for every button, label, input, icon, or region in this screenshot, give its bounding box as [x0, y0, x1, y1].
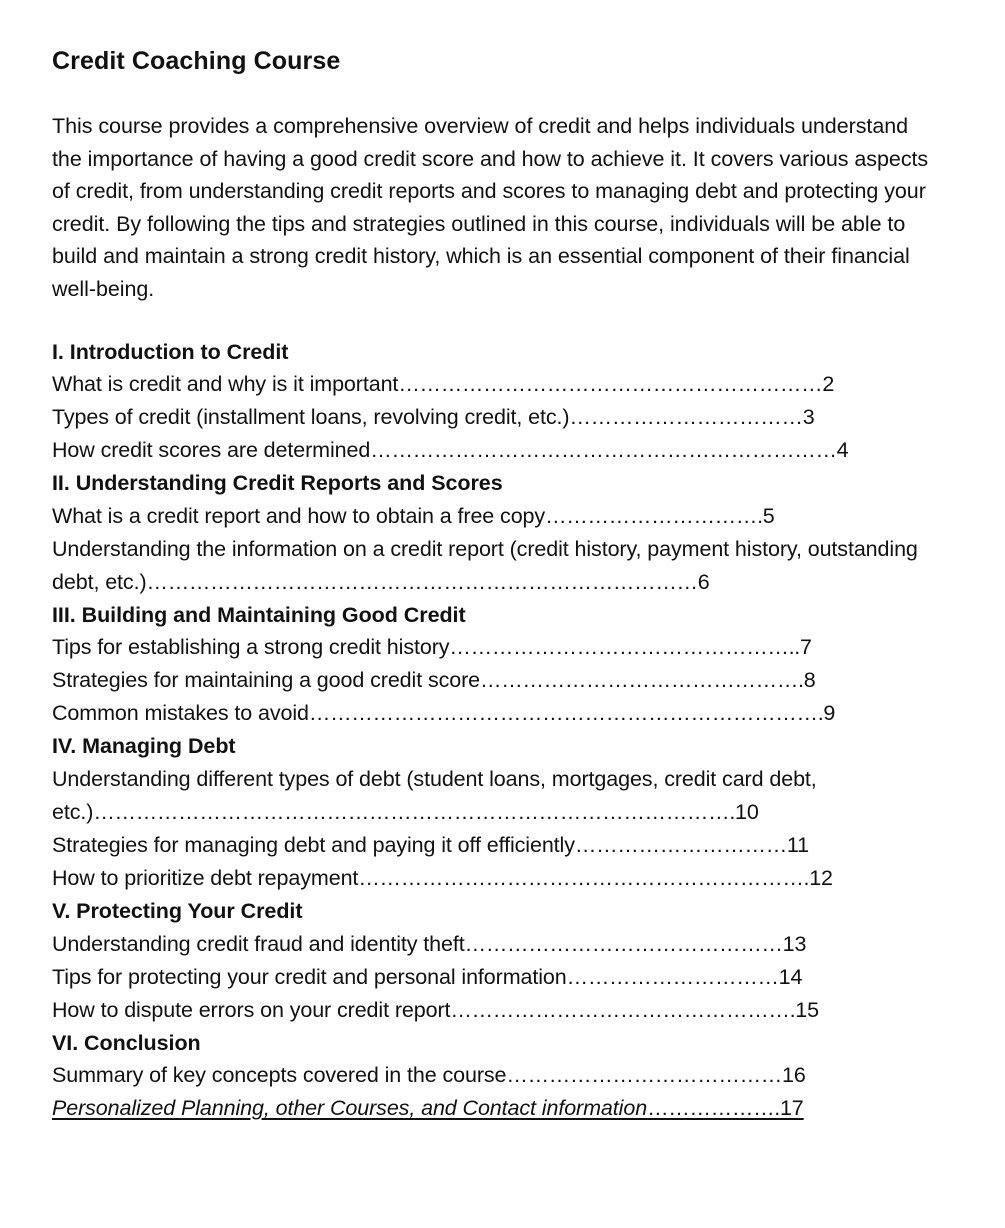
toc-leader-dots: ………………………………………………………. [358, 865, 810, 890]
toc-section [52, 467, 943, 599]
toc-entry-label: How to prioritize debt repayment [52, 865, 359, 890]
toc-page-number: 8 [803, 668, 816, 693]
toc-leader-dots: ………………………… [566, 964, 779, 989]
toc-entry-label: Personalized Planning, other Courses, and Contact information [52, 1096, 648, 1121]
toc-leader-dots: …………………………… [569, 405, 803, 430]
toc-section-heading: IV. Managing Debt [52, 734, 236, 759]
toc-page-number: 13 [782, 931, 807, 956]
toc-page-number: 15 [795, 997, 819, 1022]
toc-section [52, 730, 943, 895]
toc-leader-dots: ………………. [647, 1096, 780, 1121]
toc-entry-label: How credit scores are determined [52, 438, 371, 463]
toc-leader-dots: ………………………………………………………………. [308, 701, 824, 726]
toc-leader-dots: …………………………………………………………………… [146, 569, 698, 594]
toc-entry-label: Types of credit (installment loans, revolving credit, etc.) [52, 405, 570, 430]
intro-paragraph: This course provides a comprehensive overview of credit and helps individuals understand the importance of having a good credit score and how to achieve it. It covers various aspects of credit, from understanding credit reports and scores to managing debt and protecting your credit. By following the tips and strategies outlined in this course, individuals will be able to build and maintain a strong credit history, which is an essential component of their financial well-being. [52, 114, 929, 301]
toc-leader-dots: …………………………………………. [450, 997, 796, 1022]
toc-page-number: 2 [822, 372, 835, 397]
toc-entry-label: What is credit and why is it important [52, 372, 399, 397]
toc-entry[interactable] [52, 368, 943, 401]
toc-page-number: 3 [802, 405, 815, 430]
toc-leader-dots: ………………………………… [506, 1063, 782, 1088]
toc-entry[interactable] [52, 697, 943, 730]
toc-entry[interactable] [52, 434, 943, 467]
toc-section [52, 1027, 943, 1126]
toc-section-heading: I. Introduction to Credit [52, 339, 289, 364]
toc-page-number: 10 [735, 799, 759, 824]
toc-page-number: 6 [697, 569, 710, 594]
toc-entry-label: What is a credit report and how to obtain a free copy [52, 503, 546, 528]
toc-entry-label: Understanding credit fraud and identity theft [52, 931, 465, 956]
toc-section-heading: V. Protecting Your Credit [52, 898, 303, 923]
toc-entry-label: Strategies for maintaining a good credit score [52, 668, 481, 693]
toc-page-number: 14 [778, 964, 803, 989]
toc-section [52, 336, 943, 468]
toc-page-number: 4 [836, 438, 849, 463]
page-title: Credit Coaching Course [52, 47, 341, 75]
toc-page-number: 16 [782, 1063, 806, 1088]
toc-entry[interactable] [52, 763, 943, 829]
toc-entry[interactable] [52, 1059, 943, 1092]
toc-entry-label: Tips for protecting your credit and personal information [52, 964, 567, 989]
toc-entry[interactable] [52, 533, 943, 599]
toc-entry[interactable] [52, 1092, 943, 1125]
toc-section [52, 599, 943, 731]
table-of-contents [52, 336, 943, 1126]
toc-leader-dots: …………………………. [545, 503, 763, 528]
toc-leader-dots: ……………………………………… [464, 931, 783, 956]
toc-section-heading: II. Understanding Credit Reports and Scores [52, 471, 503, 496]
toc-entry[interactable] [52, 631, 943, 664]
toc-page-number: 17 [779, 1096, 804, 1121]
toc-leader-dots: ………………………………………………………… [370, 438, 837, 463]
toc-entry-label: Common mistakes to avoid [52, 701, 309, 726]
toc-entry-label: Strategies for managing debt and paying it off efficiently [52, 832, 575, 857]
toc-page-number: 5 [762, 503, 775, 528]
toc-entry[interactable] [52, 961, 943, 994]
toc-leader-dots: …………………………………………………… [398, 372, 823, 397]
toc-section-heading: VI. Conclusion [52, 1030, 201, 1055]
toc-leader-dots: ………………………… [574, 832, 787, 857]
toc-entry[interactable] [52, 500, 943, 533]
toc-entry-label: How to dispute errors on your credit report [52, 997, 451, 1022]
toc-leader-dots: ………………………………………. [480, 668, 804, 693]
toc-entry[interactable] [52, 401, 943, 434]
toc-page-number: 11 [786, 832, 810, 857]
toc-entry-label: Tips for establishing a strong credit history [52, 635, 450, 660]
toc-entry[interactable] [52, 928, 943, 961]
toc-entry[interactable] [52, 664, 943, 697]
toc-entry-label: Understanding the information on a credit report (credit history, payment history, outstanding debt, etc.) [52, 536, 918, 594]
toc-entry[interactable] [52, 994, 943, 1027]
toc-section [52, 895, 943, 1027]
toc-leader-dots: ………………………………………….. [449, 635, 800, 660]
toc-page-number: 12 [809, 865, 833, 890]
toc-entry-label: Understanding different types of debt (student loans, mortgages, credit card debt, etc.) [52, 766, 817, 824]
toc-page-number: 9 [823, 701, 836, 726]
toc-entry-label: Summary of key concepts covered in the course [52, 1063, 507, 1088]
toc-entry[interactable] [52, 862, 943, 895]
toc-page-number: 7 [799, 635, 812, 660]
toc-entry[interactable] [52, 829, 943, 862]
toc-leader-dots: ………………………………………………………………………………. [93, 799, 736, 824]
toc-section-heading: III. Building and Maintaining Good Credit [52, 602, 466, 627]
